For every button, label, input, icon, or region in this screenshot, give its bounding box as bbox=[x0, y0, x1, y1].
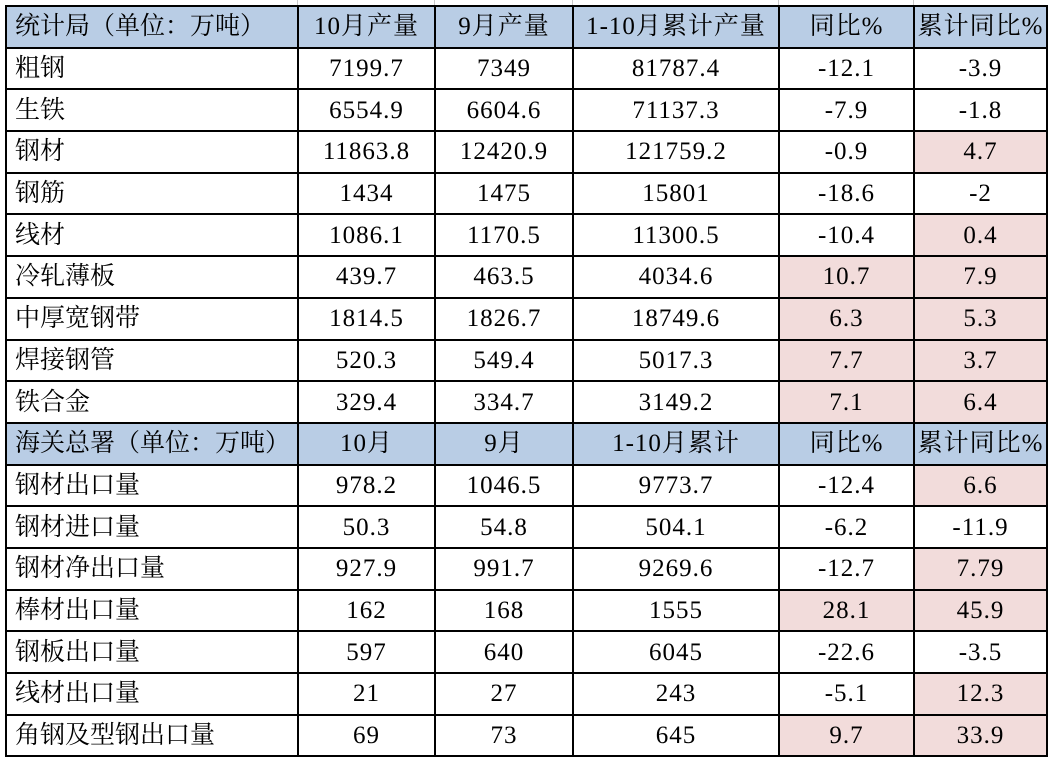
value-cell: -5.1 bbox=[779, 673, 914, 715]
value-cell: 28.1 bbox=[779, 590, 914, 632]
value-cell: 6604.6 bbox=[435, 89, 573, 131]
value-cell: 927.9 bbox=[298, 548, 435, 590]
section-header-row bbox=[6, 423, 1047, 465]
column-header-cell: 同比% bbox=[779, 6, 914, 48]
value-cell: 7.79 bbox=[914, 548, 1047, 590]
value-cell: -11.9 bbox=[914, 506, 1047, 548]
value-cell: -3.9 bbox=[914, 48, 1047, 90]
value-cell: 1814.5 bbox=[298, 298, 435, 340]
value-cell: -12.7 bbox=[779, 548, 914, 590]
column-header-cell: 1-10月累计产量 bbox=[573, 6, 779, 48]
section-title-cell: 海关总署（单位：万吨） bbox=[6, 423, 298, 465]
value-cell: 9773.7 bbox=[573, 465, 779, 507]
value-cell: 1434 bbox=[298, 173, 435, 215]
value-cell: 978.2 bbox=[298, 465, 435, 507]
row-label-cell: 钢板出口量 bbox=[6, 631, 298, 673]
value-cell: -6.2 bbox=[779, 506, 914, 548]
value-cell: 463.5 bbox=[435, 256, 573, 298]
value-cell: 12.3 bbox=[914, 673, 1047, 715]
value-cell: 4.7 bbox=[914, 131, 1047, 173]
value-cell: 7.7 bbox=[779, 340, 914, 382]
table-row bbox=[6, 631, 1047, 673]
table-row bbox=[6, 381, 1047, 423]
value-cell: -10.4 bbox=[779, 214, 914, 256]
value-cell: 45.9 bbox=[914, 590, 1047, 632]
table-row bbox=[6, 340, 1047, 382]
value-cell: 329.4 bbox=[298, 381, 435, 423]
value-cell: 243 bbox=[573, 673, 779, 715]
table-row bbox=[6, 506, 1047, 548]
value-cell: 7349 bbox=[435, 48, 573, 90]
table-row bbox=[6, 48, 1047, 90]
value-cell: 9.7 bbox=[779, 715, 914, 757]
value-cell: 7199.7 bbox=[298, 48, 435, 90]
value-cell: -7.9 bbox=[779, 89, 914, 131]
table-row bbox=[6, 89, 1047, 131]
table-row bbox=[6, 131, 1047, 173]
row-label-cell: 粗钢 bbox=[6, 48, 298, 90]
value-cell: 597 bbox=[298, 631, 435, 673]
value-cell: 50.3 bbox=[298, 506, 435, 548]
value-cell: 15801 bbox=[573, 173, 779, 215]
table-row bbox=[6, 256, 1047, 298]
value-cell: 640 bbox=[435, 631, 573, 673]
value-cell: 5017.3 bbox=[573, 340, 779, 382]
value-cell: 11300.5 bbox=[573, 214, 779, 256]
table-row bbox=[6, 715, 1047, 757]
section-header-row bbox=[6, 6, 1047, 48]
row-label-cell: 生铁 bbox=[6, 89, 298, 131]
value-cell: 10.7 bbox=[779, 256, 914, 298]
value-cell: 27 bbox=[435, 673, 573, 715]
value-cell: 1826.7 bbox=[435, 298, 573, 340]
value-cell: 6.4 bbox=[914, 381, 1047, 423]
value-cell: 73 bbox=[435, 715, 573, 757]
row-label-cell: 中厚宽钢带 bbox=[6, 298, 298, 340]
row-label-cell: 棒材出口量 bbox=[6, 590, 298, 632]
value-cell: 3.7 bbox=[914, 340, 1047, 382]
value-cell: 1046.5 bbox=[435, 465, 573, 507]
value-cell: -18.6 bbox=[779, 173, 914, 215]
value-cell: 6554.9 bbox=[298, 89, 435, 131]
value-cell: -12.1 bbox=[779, 48, 914, 90]
section-title-cell: 统计局（单位：万吨） bbox=[6, 6, 298, 48]
value-cell: 439.7 bbox=[298, 256, 435, 298]
value-cell: 6045 bbox=[573, 631, 779, 673]
row-label-cell: 钢材进口量 bbox=[6, 506, 298, 548]
value-cell: 12420.9 bbox=[435, 131, 573, 173]
value-cell: 334.7 bbox=[435, 381, 573, 423]
value-cell: 549.4 bbox=[435, 340, 573, 382]
value-cell: 71137.3 bbox=[573, 89, 779, 131]
value-cell: 4034.6 bbox=[573, 256, 779, 298]
table-row bbox=[6, 465, 1047, 507]
value-cell: 121759.2 bbox=[573, 131, 779, 173]
column-header-cell: 累计同比% bbox=[914, 6, 1047, 48]
row-label-cell: 铁合金 bbox=[6, 381, 298, 423]
value-cell: 6.3 bbox=[779, 298, 914, 340]
column-header-cell: 9月产量 bbox=[435, 6, 573, 48]
value-cell: 162 bbox=[298, 590, 435, 632]
table-row bbox=[6, 298, 1047, 340]
column-header-cell: 10月产量 bbox=[298, 6, 435, 48]
value-cell: 6.6 bbox=[914, 465, 1047, 507]
table-row bbox=[6, 214, 1047, 256]
table-row bbox=[6, 548, 1047, 590]
column-header-cell: 同比% bbox=[779, 423, 914, 465]
value-cell: 21 bbox=[298, 673, 435, 715]
column-header-cell: 10月 bbox=[298, 423, 435, 465]
value-cell: -12.4 bbox=[779, 465, 914, 507]
row-label-cell: 钢材 bbox=[6, 131, 298, 173]
row-label-cell: 线材出口量 bbox=[6, 673, 298, 715]
value-cell: 1555 bbox=[573, 590, 779, 632]
value-cell: 7.1 bbox=[779, 381, 914, 423]
value-cell: 0.4 bbox=[914, 214, 1047, 256]
steel-statistics-table bbox=[5, 5, 1048, 757]
row-label-cell: 冷轧薄板 bbox=[6, 256, 298, 298]
value-cell: -1.8 bbox=[914, 89, 1047, 131]
value-cell: 54.8 bbox=[435, 506, 573, 548]
table-row bbox=[6, 673, 1047, 715]
value-cell: 168 bbox=[435, 590, 573, 632]
column-header-cell: 9月 bbox=[435, 423, 573, 465]
value-cell: -3.5 bbox=[914, 631, 1047, 673]
value-cell: -0.9 bbox=[779, 131, 914, 173]
value-cell: -22.6 bbox=[779, 631, 914, 673]
row-label-cell: 焊接钢管 bbox=[6, 340, 298, 382]
value-cell: 69 bbox=[298, 715, 435, 757]
value-cell: 1170.5 bbox=[435, 214, 573, 256]
value-cell: 504.1 bbox=[573, 506, 779, 548]
row-label-cell: 钢材出口量 bbox=[6, 465, 298, 507]
value-cell: 991.7 bbox=[435, 548, 573, 590]
column-header-cell: 1-10月累计 bbox=[573, 423, 779, 465]
value-cell: 11863.8 bbox=[298, 131, 435, 173]
value-cell: 33.9 bbox=[914, 715, 1047, 757]
value-cell: 7.9 bbox=[914, 256, 1047, 298]
value-cell: 3149.2 bbox=[573, 381, 779, 423]
row-label-cell: 角钢及型钢出口量 bbox=[6, 715, 298, 757]
table-row bbox=[6, 590, 1047, 632]
value-cell: 18749.6 bbox=[573, 298, 779, 340]
column-header-cell: 累计同比% bbox=[914, 423, 1047, 465]
value-cell: 520.3 bbox=[298, 340, 435, 382]
value-cell: 5.3 bbox=[914, 298, 1047, 340]
value-cell: 1086.1 bbox=[298, 214, 435, 256]
value-cell: -2 bbox=[914, 173, 1047, 215]
row-label-cell: 钢筋 bbox=[6, 173, 298, 215]
table-row bbox=[6, 173, 1047, 215]
value-cell: 1475 bbox=[435, 173, 573, 215]
value-cell: 81787.4 bbox=[573, 48, 779, 90]
row-label-cell: 钢材净出口量 bbox=[6, 548, 298, 590]
value-cell: 645 bbox=[573, 715, 779, 757]
value-cell: 9269.6 bbox=[573, 548, 779, 590]
row-label-cell: 线材 bbox=[6, 214, 298, 256]
